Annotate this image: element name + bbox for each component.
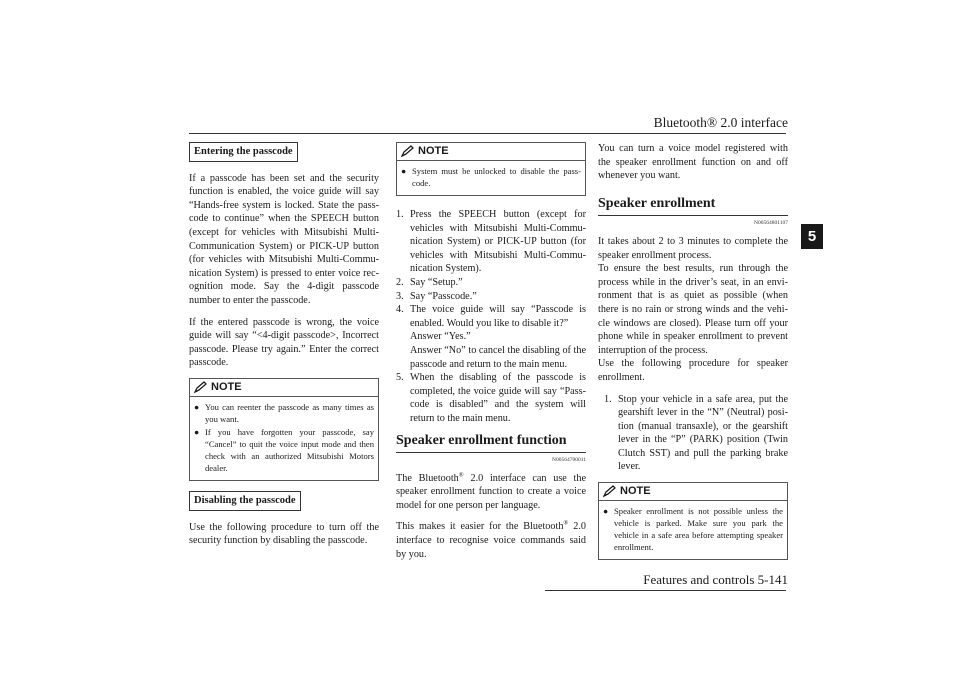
note-header bbox=[397, 143, 585, 161]
step-sub bbox=[396, 344, 586, 371]
section-code: N00564700011 bbox=[551, 457, 586, 464]
bullet-icon: ● bbox=[603, 506, 609, 517]
column-3 bbox=[598, 142, 788, 570]
header-rule bbox=[189, 133, 786, 134]
step bbox=[396, 290, 586, 304]
bullet-icon: ● bbox=[194, 426, 200, 437]
step bbox=[396, 303, 586, 330]
note-item bbox=[194, 401, 374, 425]
subheading-disabling-passcode: Disabling the passcode bbox=[189, 491, 301, 511]
step-sub bbox=[396, 330, 586, 344]
paragraph: It takes about 2 to 3 minutes to complete the speaker enrollment process. bbox=[598, 235, 788, 261]
note-pencil-icon bbox=[603, 485, 617, 497]
step-list bbox=[604, 393, 788, 475]
column-1 bbox=[189, 142, 379, 556]
note-text: You can reenter the passcode as many times as you want. bbox=[205, 401, 374, 424]
text-run: The Bluetooth bbox=[396, 472, 459, 484]
step bbox=[396, 276, 586, 290]
note-text: Speaker enrollment is not possible unless the vehicle is parked. Make sure you park the vehicle in a safe area before attempting speaker enrollment. bbox=[614, 506, 783, 553]
section-title: Speaker enrollment function bbox=[396, 434, 586, 454]
step-text: Say “Setup.” bbox=[410, 276, 463, 288]
note-label: NOTE bbox=[211, 380, 242, 393]
note-box bbox=[189, 378, 379, 481]
step-number: 3. bbox=[396, 290, 404, 302]
text-run: 2.0 interface to recognise voice commands said by you. bbox=[396, 521, 587, 560]
note-box bbox=[598, 482, 788, 560]
footer-rule bbox=[545, 590, 786, 591]
note-header bbox=[190, 379, 378, 397]
footer-page-label: Features and controls 5-141 bbox=[643, 572, 788, 587]
note-item bbox=[194, 426, 374, 474]
note-box bbox=[396, 142, 586, 196]
paragraph: To ensure the best results, run through the process while in the driver’s seat, in an envi-ronment that is as quiet as possible (when there is no rain or strong winds and the vehi-cle windows are closed). Please turn off your phone while in speaker enrollment to prevent interruption of the process. bbox=[598, 263, 788, 356]
step-number: 4. bbox=[396, 304, 404, 316]
step-text: The voice guide will say “Passcode is enabled. Would you like to disable it?” bbox=[410, 304, 586, 329]
step bbox=[396, 208, 586, 276]
subheading-entering-passcode: Entering the passcode bbox=[189, 142, 298, 162]
step-text: Press the SPEECH button (except for vehicles with Mitsubishi Multi-Commu-nication System) or PICK-UP button (for vehicles with Mitsubishi Multi-Commu-nication System). bbox=[410, 209, 586, 275]
paragraph: Use the following procedure to turn off the security function by disabling the passcode. bbox=[189, 521, 379, 547]
paragraph: If a passcode has been set and the security function is enabled, the voice guide will say “Hands-free system is locked. State the pass-code to continue” when the SPEECH button (except for vehicles with Mitsubishi Multi-Communication System) or PICK-UP button (for vehicles with Mitsubishi Multi-Commu-nication System) is pressed to enter voice rec-ognition mode. Say the 4-digit passcode number to enter the passcode. bbox=[189, 172, 379, 306]
paragraph: Use the following procedure for speaker enrollment. bbox=[598, 358, 788, 383]
paragraph: You can turn a voice model registered with the speaker enrollment function on and off whenever you want. bbox=[598, 143, 788, 182]
header-title: Bluetooth® 2.0 interface bbox=[653, 115, 788, 130]
note-label: NOTE bbox=[418, 145, 449, 157]
step-number: 1. bbox=[604, 393, 612, 405]
step-subtext: Answer “No” to cancel the disabling of the passcode and return to the main menu. bbox=[410, 344, 586, 370]
note-text: System must be unlocked to disable the pass-code. bbox=[412, 166, 581, 188]
text-run: This makes it easier for the Bluetooth bbox=[396, 521, 564, 533]
registered-mark: ® bbox=[458, 471, 464, 479]
note-header bbox=[599, 483, 787, 501]
text-run: 2.0 interface can use the speaker enrollment function to create a voice model for one person per language. bbox=[396, 472, 586, 511]
note-label: NOTE bbox=[620, 485, 651, 498]
step-text: Say “Passcode.” bbox=[410, 290, 477, 302]
note-item bbox=[603, 505, 783, 553]
note-pencil-icon bbox=[401, 145, 415, 157]
step-list bbox=[396, 208, 586, 426]
step-subtext: Answer “Yes.” bbox=[410, 331, 471, 343]
bullet-icon: ● bbox=[194, 401, 200, 412]
note-item bbox=[401, 165, 581, 189]
paragraph bbox=[396, 520, 586, 561]
column-2 bbox=[396, 142, 586, 569]
section-code: N00564801107 bbox=[753, 220, 788, 227]
paragraph: If the entered passcode is wrong, the voice guide will say “<4-digit passcode>, Incorrect passcode. Please try again.” Enter the correct passcode. bbox=[189, 316, 379, 369]
section-title: Speaker enrollment bbox=[598, 197, 788, 217]
step-number: 2. bbox=[396, 276, 404, 288]
step-text: When the disabling of the passcode is completed, the voice guide will say “Pass-code is disabled” and the system will return to the main menu. bbox=[410, 372, 586, 424]
note-pencil-icon bbox=[194, 381, 208, 393]
bullet-icon: ● bbox=[401, 166, 407, 176]
note-text: If you have forgotten your passcode, say “Cancel” to quit the voice input mode and then check with an authorized Mitsubishi Motors dealer. bbox=[205, 426, 374, 473]
step bbox=[604, 393, 788, 475]
step-number: 5. bbox=[396, 372, 404, 384]
step-number: 1. bbox=[396, 209, 404, 220]
chapter-tab: 5 bbox=[801, 224, 823, 249]
paragraph bbox=[396, 472, 586, 513]
step-text: Stop your vehicle in a safe area, put the gearshift lever in the “N” (Neutral) posi-tion (manual transaxle), or the gearshift lever in the “P” (PARK) position (Twin Clutch SST) and pull the parking brake lever. bbox=[618, 393, 788, 473]
registered-mark: ® bbox=[563, 520, 569, 528]
step bbox=[396, 371, 586, 425]
